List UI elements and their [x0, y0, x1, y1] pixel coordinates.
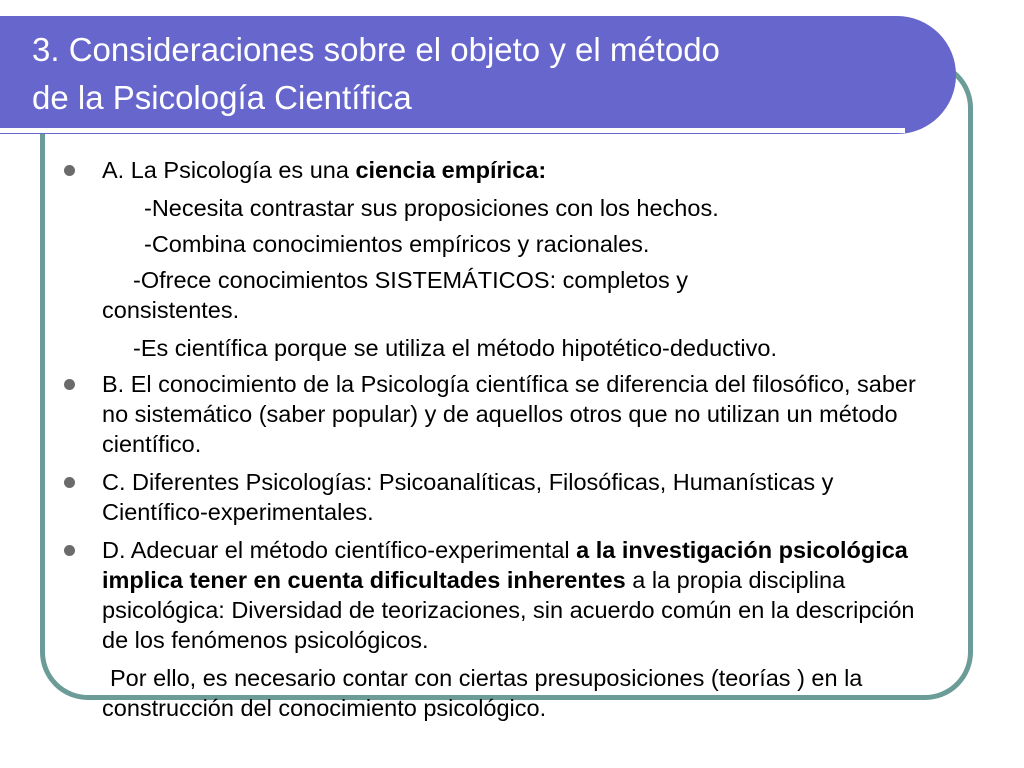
list-item-a — [64, 155, 944, 363]
item-a-bold: ciencia empírica: — [355, 157, 547, 183]
bullet-icon — [64, 379, 75, 390]
item-a-sub-3-line-1: -Ofrece conocimientos SISTEMÁTICOS: completos y — [133, 267, 689, 293]
item-d-bold: a la investigación psicológica implica tener en cuenta dificultades inherentes — [102, 537, 908, 593]
item-b-text: B. El conocimiento de la Psicología científica se diferencia del filosófico, saber no sistemático (saber popular) y de aquellos otros que no utilizan un método científico. — [102, 371, 916, 457]
item-a-sub-4: -Es científica porque se utiliza el método hipotético-deductivo. — [133, 335, 777, 361]
item-d-text — [102, 535, 944, 655]
item-d-text-1: D. Adecuar el método científico-experimental — [102, 537, 577, 563]
item-a-sub-2: -Combina conocimientos empíricos y racionales. — [144, 231, 650, 257]
list-item-d — [64, 535, 944, 655]
title-rule — [0, 128, 905, 133]
item-a-sub-3 — [102, 265, 944, 325]
item-c-text: C. Diferentes Psicologías: Psicoanalíticas, Filosóficas, Humanísticas y Científico-experimentales. — [102, 469, 834, 525]
item-a-sub-1: -Necesita contrastar sus proposiciones con los hechos. — [144, 195, 719, 221]
bullet-icon — [64, 165, 75, 176]
item-a-heading — [102, 155, 944, 185]
slide-body — [64, 155, 944, 723]
item-d-text-2: a la propia disciplina psicológica: Diversidad de teorizaciones, sin acuerdo común en la descripción de los fenómenos psicológicos. — [102, 567, 915, 653]
list-item-b — [64, 369, 944, 459]
closing-text: Por ello, es necesario contar con ciertas presuposiciones (teorías ) en la construcción del conocimiento psicológico. — [102, 665, 863, 721]
title-line-1: 3. Consideraciones sobre el objeto y el método — [32, 31, 720, 68]
bullet-icon — [64, 545, 75, 556]
slide-title — [32, 26, 912, 122]
closing-paragraph — [64, 663, 944, 723]
list-item-c — [64, 467, 944, 527]
item-a-text: A. La Psicología es una — [102, 157, 356, 183]
item-a-sub-3-line-2: consistentes. — [102, 297, 240, 323]
title-line-2: de la Psicología Científica — [32, 79, 412, 116]
bullet-icon — [64, 477, 75, 488]
